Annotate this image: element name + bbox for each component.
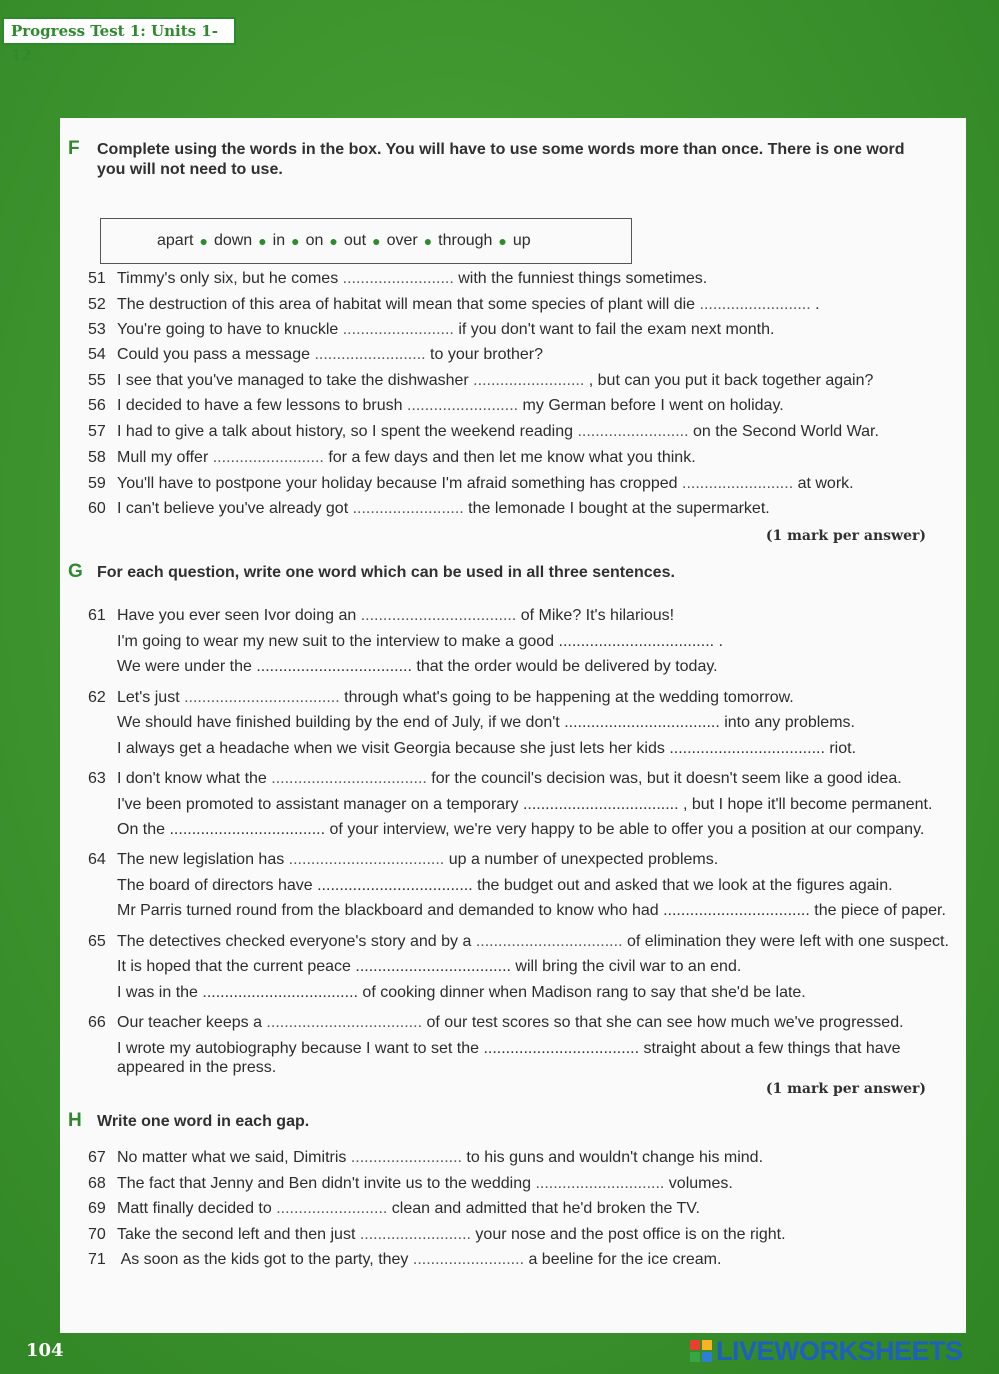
answer-gap[interactable]: ......................... (276, 1200, 388, 1217)
question-number: 53 (88, 321, 106, 338)
question-text: that the order would be delivered by today. (411, 658, 718, 675)
word-box (100, 218, 632, 264)
question-number: 58 (88, 449, 106, 466)
question-text: The detectives checked everyone's story and by a (117, 933, 476, 950)
question-text: into any problems. (719, 714, 855, 731)
answer-gap[interactable]: ................................... (256, 658, 412, 675)
answer-gap[interactable]: ......................... (577, 423, 689, 440)
question-58 (88, 447, 696, 469)
question-text: a beeline for the ice cream. (524, 1251, 722, 1268)
watermark-text: LIVEWORKSHEETS (716, 1335, 963, 1366)
question-text: The destruction of this area of habitat will mean that some species of plant will die (117, 296, 700, 313)
section-letter: H (68, 1110, 82, 1131)
section-instructions: For each question, write one word which can be used in all three sentences. (97, 564, 675, 581)
question-number: 55 (88, 372, 106, 389)
question-line (117, 794, 932, 816)
question-text: straight about a few things that have appeared in the press. (117, 1040, 901, 1076)
word-box-item: out (343, 232, 367, 249)
question-text: Mr Parris turned round from the blackboard and demanded to know who had (117, 902, 664, 919)
answer-gap[interactable]: ................................... (271, 770, 427, 787)
question-line (117, 712, 855, 734)
question-number: 68 (88, 1175, 106, 1192)
question-line (117, 738, 856, 760)
question-text: clean and admitted that he'd broken the TV. (387, 1200, 700, 1217)
question-text: at work. (793, 475, 854, 492)
question-text: my German before I went on holiday. (518, 397, 784, 414)
question-51 (88, 268, 707, 290)
answer-gap[interactable]: ................................... (355, 958, 511, 975)
question-number: 67 (88, 1149, 106, 1166)
question-text: of your interview, we're very happy to be able to offer you a position at our company. (325, 821, 925, 838)
question-61 (88, 605, 674, 627)
question-69 (88, 1198, 700, 1220)
question-number: 70 (88, 1226, 106, 1243)
question-text: I'm going to wear my new suit to the interview to make a good (117, 633, 559, 650)
answer-gap[interactable]: ................................... (317, 877, 473, 894)
question-text: I've been promoted to assistant manager on a temporary (117, 796, 523, 813)
answer-gap[interactable]: ................................... (202, 984, 358, 1001)
question-text: We were under the (117, 658, 257, 675)
question-number: 59 (88, 475, 106, 492)
question-text: No matter what we said, Dimitris (117, 1149, 351, 1166)
question-text: You'll have to postpone your holiday because I'm afraid something has cropped (117, 475, 682, 492)
question-number: 54 (88, 346, 106, 363)
question-number: 63 (88, 770, 106, 787)
question-62 (88, 687, 794, 709)
answer-gap[interactable]: ................................... (288, 851, 445, 868)
question-number: 71 (88, 1251, 106, 1268)
answer-gap[interactable]: ......................... (350, 1149, 462, 1166)
question-text: Our teacher keeps a (117, 1014, 267, 1031)
question-text: As soon as the kids got to the party, they (117, 1251, 413, 1268)
answer-gap[interactable]: ......................... (342, 321, 454, 338)
question-line (117, 819, 924, 841)
question-text: of elimination they were left with one suspect. (622, 933, 949, 950)
question-line (117, 956, 741, 978)
question-text: for the council's decision was, but it doesn't seem like a good idea. (426, 770, 902, 787)
question-number: 56 (88, 397, 106, 414)
answer-gap[interactable]: ................................... (669, 740, 825, 757)
bullet-icon: ● (329, 233, 338, 249)
question-text: the piece of paper. (809, 902, 946, 919)
question-number: 61 (88, 607, 106, 624)
bullet-icon: ● (199, 233, 208, 249)
word-box-item: in (272, 232, 286, 249)
bullet-icon: ● (291, 233, 300, 249)
answer-gap[interactable]: ................................... (483, 1040, 640, 1057)
question-line (117, 982, 806, 1004)
question-text: I decided to have a few lessons to brush (117, 397, 407, 414)
section-instructions: Complete using the words in the box. You will have to use some words more than once. There is one word you will not need to use. (97, 141, 905, 178)
question-number: 64 (88, 851, 106, 868)
question-57 (88, 421, 879, 443)
question-number: 69 (88, 1200, 106, 1217)
answer-gap[interactable]: ......................... (473, 372, 585, 389)
answer-gap[interactable]: ................................... (558, 633, 715, 650)
question-text: I was in the (117, 984, 203, 1001)
question-68 (88, 1173, 733, 1195)
question-66 (88, 1012, 904, 1034)
marks-note: (1 mark per answer) (765, 528, 926, 544)
question-text: volumes. (664, 1175, 733, 1192)
question-text: the lemonade I bought at the supermarket. (463, 500, 770, 517)
question-text: Timmy's only six, but he comes (117, 270, 343, 287)
section-letter: G (68, 561, 83, 582)
question-63 (88, 768, 902, 790)
answer-gap[interactable]: ................................... (360, 607, 517, 624)
question-line (117, 631, 723, 653)
word-box-item: apart (157, 232, 194, 249)
question-number: 66 (88, 1014, 106, 1031)
answer-gap[interactable]: ......................... (682, 475, 794, 492)
question-53 (88, 319, 774, 341)
answer-gap[interactable]: ................................... (266, 1014, 423, 1031)
question-text: On the (117, 821, 170, 838)
answer-gap[interactable]: ................................... (522, 796, 679, 813)
question-number: 57 (88, 423, 106, 440)
question-text: Matt finally decided to (117, 1200, 277, 1217)
question-text: , but I hope it'll become permanent. (678, 796, 933, 813)
question-text: of Mike? It's hilarious! (516, 607, 675, 624)
question-text: I always get a headache when we visit Georgia because she just lets her kids (117, 740, 670, 757)
question-number: 60 (88, 500, 106, 517)
page-number: 104 (26, 1340, 64, 1361)
question-text: if you don't want to fail the exam next month. (453, 321, 775, 338)
question-text: The board of directors have (117, 877, 318, 894)
answer-gap[interactable]: ......................... (352, 500, 464, 517)
liveworksheets-logo-icon (690, 1340, 712, 1362)
word-box-item: through (438, 232, 493, 249)
question-56 (88, 395, 784, 417)
marks-note: (1 mark per answer) (765, 1081, 926, 1097)
word-box-item: over (386, 232, 418, 249)
question-text: Could you pass a message (117, 346, 315, 363)
worksheet-page (60, 118, 966, 1333)
bullet-icon: ● (258, 233, 267, 249)
question-text: It is hoped that the current peace (117, 958, 356, 975)
answer-gap[interactable]: ................................... (169, 821, 326, 838)
question-65 (88, 931, 949, 953)
question-text: . (714, 633, 723, 650)
question-text: on the Second World War. (688, 423, 879, 440)
question-52 (88, 294, 820, 316)
question-text: riot. (824, 740, 857, 757)
question-text: with the funniest things sometimes. (453, 270, 708, 287)
watermark (690, 1335, 963, 1367)
question-55 (88, 370, 873, 392)
question-text: Have you ever seen Ivor doing an (117, 607, 361, 624)
answer-gap[interactable]: ......................... (212, 449, 324, 466)
question-number: 51 (88, 270, 106, 287)
question-text: Let's just (117, 689, 185, 706)
question-text: . (810, 296, 820, 313)
question-number: 65 (88, 933, 106, 950)
answer-gap[interactable]: ......................... (406, 397, 519, 414)
question-text: your nose and the post office is on the right. (470, 1226, 786, 1243)
answer-gap[interactable]: ......................... (314, 346, 426, 363)
answer-gap[interactable]: ................................. (663, 902, 810, 919)
question-text: to your brother? (425, 346, 543, 363)
answer-gap[interactable]: ................................... (564, 714, 720, 731)
question-line (117, 656, 718, 678)
question-number: 52 (88, 296, 106, 313)
question-text: the budget out and asked that we look at the figures again. (472, 877, 893, 894)
answer-gap[interactable]: ................................. (475, 933, 623, 950)
question-text: I don't know what the (117, 770, 272, 787)
question-text: up a number of unexpected problems. (444, 851, 719, 868)
bullet-icon: ● (498, 233, 507, 249)
question-60 (88, 498, 770, 520)
answer-gap[interactable]: ......................... (412, 1251, 525, 1268)
section-letter: F (68, 138, 80, 159)
question-text: Mull my offer (117, 449, 213, 466)
question-text: I see that you've managed to take the dishwasher (117, 372, 474, 389)
question-text: I had to give a talk about history, so I spent the weekend reading (117, 423, 578, 440)
question-text: will bring the civil war to an end. (510, 958, 742, 975)
answer-gap[interactable]: ............................. (535, 1175, 665, 1192)
question-text: to his guns and wouldn't change his mind. (461, 1149, 764, 1166)
answer-gap[interactable]: ................................... (184, 689, 340, 706)
question-line (117, 875, 893, 897)
question-text: , but can you put it back together again? (584, 372, 874, 389)
question-70 (88, 1224, 786, 1246)
bullet-icon: ● (372, 233, 381, 249)
test-title-tab: Progress Test 1: Units 1-12 (2, 17, 236, 45)
word-box-item: up (512, 232, 531, 249)
question-text: I wrote my autobiography because I want to set the (117, 1040, 484, 1057)
answer-gap[interactable]: ......................... (342, 270, 454, 287)
question-text: Take the second left and then just (117, 1226, 360, 1243)
question-text: for a few days and then let me know what you think. (323, 449, 696, 466)
word-box-item: on (305, 232, 324, 249)
bullet-icon: ● (423, 233, 433, 249)
question-text: of cooking dinner when Madison rang to say that she'd be late. (357, 984, 806, 1001)
question-text: We should have finished building by the end of July, if we don't (117, 714, 565, 731)
question-64 (88, 849, 718, 871)
question-54 (88, 344, 543, 366)
section-instructions: Write one word in each gap. (97, 1113, 310, 1130)
question-59 (88, 473, 854, 495)
word-box-item: down (213, 232, 253, 249)
question-text: The new legislation has (117, 851, 289, 868)
question-line (117, 1039, 917, 1077)
question-number: 62 (88, 689, 106, 706)
question-text: through what's going to be happening at the wedding tomorrow. (339, 689, 794, 706)
question-text: I can't believe you've already got (117, 500, 353, 517)
question-67 (88, 1147, 763, 1169)
question-71 (88, 1249, 721, 1271)
answer-gap[interactable]: ......................... (699, 296, 811, 313)
question-text: of our test scores so that she can see how much we've progressed. (422, 1014, 904, 1031)
question-text: You're going to have to knuckle (117, 321, 343, 338)
answer-gap[interactable]: ......................... (359, 1226, 471, 1243)
question-line (117, 900, 946, 922)
question-text: The fact that Jenny and Ben didn't invite us to the wedding (117, 1175, 536, 1192)
